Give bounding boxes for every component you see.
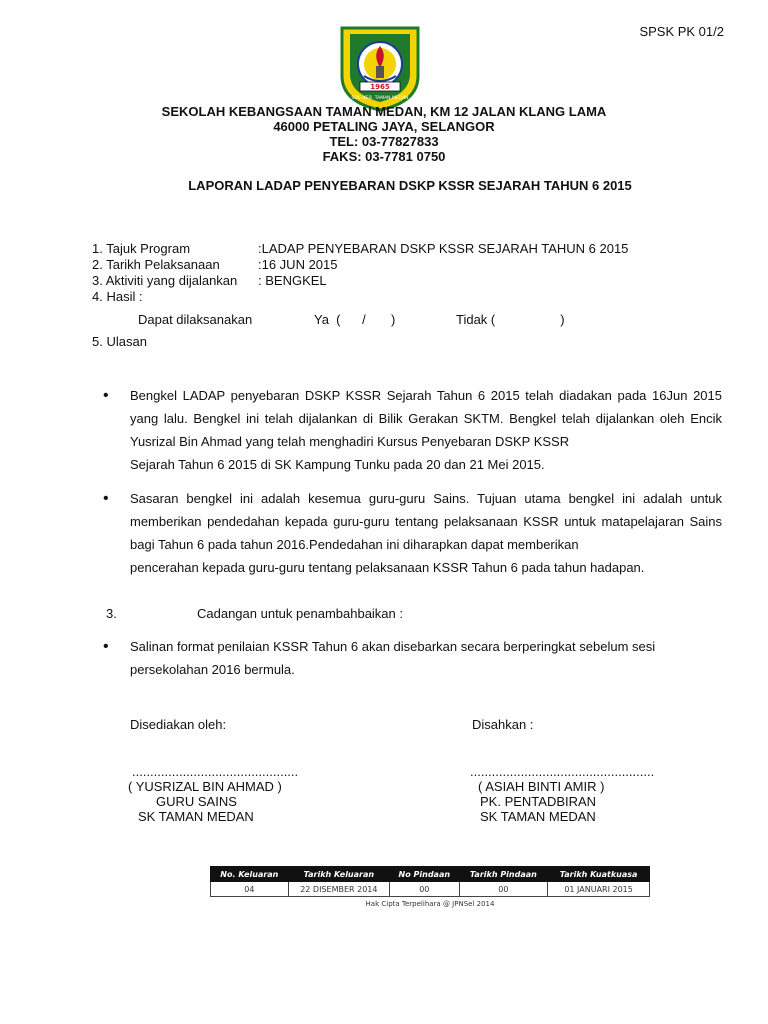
document-control-table: [210, 866, 650, 897]
info-row-date: [92, 257, 338, 273]
bullet-icon: •: [103, 490, 109, 507]
table-header: Tarikh Keluaran: [288, 867, 389, 882]
preparer-role: GURU SAINS: [156, 794, 237, 809]
document-code: SPSK PK 01/2: [639, 24, 724, 39]
bullet-icon: •: [103, 387, 109, 404]
table-row: [211, 882, 650, 897]
info-row-program: [92, 241, 629, 257]
info-label: 1. Tajuk Program: [92, 241, 191, 256]
school-crest-logo: [336, 24, 424, 112]
info-label: 4. Hasil :: [92, 289, 143, 304]
report-title: LAPORAN LADAP PENYEBARAN DSKP KSSR SEJARAH TAHUN 6 2015: [188, 178, 632, 193]
school-name-line: SEKOLAH KEBANGSAAN TAMAN MEDAN, KM 12 JALAN KLANG LAMA: [161, 104, 607, 119]
info-row-activity: [92, 273, 327, 289]
table-cell: 01 JANUARI 2015: [548, 882, 650, 897]
ulasan-label: 5. Ulasan: [92, 334, 147, 349]
info-value: : BENGKEL: [258, 273, 327, 288]
logo-year: 1965: [370, 83, 390, 91]
prepared-by-label: Disediakan oleh:: [130, 717, 227, 732]
table-header: Tarikh Pindaan: [459, 867, 548, 882]
table-header: No. Keluaran: [211, 867, 289, 882]
cadangan-number: 3.: [106, 606, 117, 621]
approver-name: ( ASIAH BINTI AMIR ): [478, 779, 605, 794]
table-cell: 22 DISEMBER 2014: [288, 882, 389, 897]
ulasan-paragraph-2: Sasaran bengkel ini adalah kesemua guru-guru Sains. Tujuan utama bengkel ini adalah untuk memberikan pendedahan kepada guru-guru tentang pelaksanaan KSSR untuk matapelajaran Sains bagi Tahun 6 pada tahun 2016.Pendedahan ini diharapkan dapat memberikan pencerahan kepada guru-guru tentang pelaksanaan KSSR Tahun 6 pada tahun hadapan.: [130, 491, 722, 575]
school-fax-line: FAKS: 03-7781 0750: [322, 149, 446, 164]
cadangan-label: Cadangan untuk penambahbaikan :: [197, 606, 403, 621]
school-address-line: 46000 PETALING JAYA, SELANGOR: [273, 119, 495, 134]
table-header: Tarikh Kuatkuasa: [548, 867, 650, 882]
approver-role: PK. PENTADBIRAN: [480, 794, 597, 809]
bullet-icon: •: [103, 638, 109, 655]
table-cell: 00: [390, 882, 460, 897]
info-label: 3. Aktiviti yang dijalankan: [92, 273, 238, 288]
info-value: :LADAP PENYEBARAN DSKP KSSR SEJARAH TAHUN 6 2015: [258, 241, 629, 256]
hasil-ya-checkbox: Ya ( / ): [314, 312, 396, 327]
copyright-notice: Hak Cipta Terpelihara @ JPNSel 2014: [365, 900, 495, 908]
table-header: No Pindaan: [390, 867, 460, 882]
approved-by-label: Disahkan :: [472, 717, 534, 732]
signature-line-left: ..............................................: [132, 764, 299, 779]
info-value: :16 JUN 2015: [258, 257, 338, 272]
logo-text: SEK. KEB. TAMAN MEDAN: [351, 96, 409, 101]
table-header-row: [211, 867, 650, 882]
info-label: 2. Tarikh Pelaksanaan: [92, 257, 220, 272]
ulasan-paragraph-1: Bengkel LADAP penyebaran DSKP KSSR Sejarah Tahun 6 2015 telah diadakan pada 16Jun 2015 yang lalu. Bengkel ini telah dijalankan di Bilik Gerakan SKTM. Bengkel telah dijalankan oleh Encik Yusrizal Bin Ahmad yang telah menghadiri Kursus Penyebaran DSKP KSSR Sejarah Tahun 6 2015 di SK Kampung Tunku pada 20 dan 21 Mei 2015.: [130, 388, 722, 472]
info-row-hasil: [92, 289, 143, 305]
signature-line-right: ...................................................: [470, 764, 655, 779]
hasil-tidak-checkbox: Tidak ( ): [456, 312, 565, 327]
school-tel-line: TEL: 03-77827833: [329, 134, 439, 149]
table-cell: 04: [211, 882, 289, 897]
cadangan-paragraph: Salinan format penilaian KSSR Tahun 6 akan disebarkan secara berperingkat sebelum sesi persekolahan 2016 bermula.: [130, 639, 656, 677]
preparer-name: ( YUSRIZAL BIN AHMAD ): [128, 779, 282, 794]
approver-school: SK TAMAN MEDAN: [480, 809, 596, 824]
table-cell: 00: [459, 882, 548, 897]
preparer-school: SK TAMAN MEDAN: [138, 809, 254, 824]
hasil-label: Dapat dilaksanakan: [138, 312, 253, 327]
